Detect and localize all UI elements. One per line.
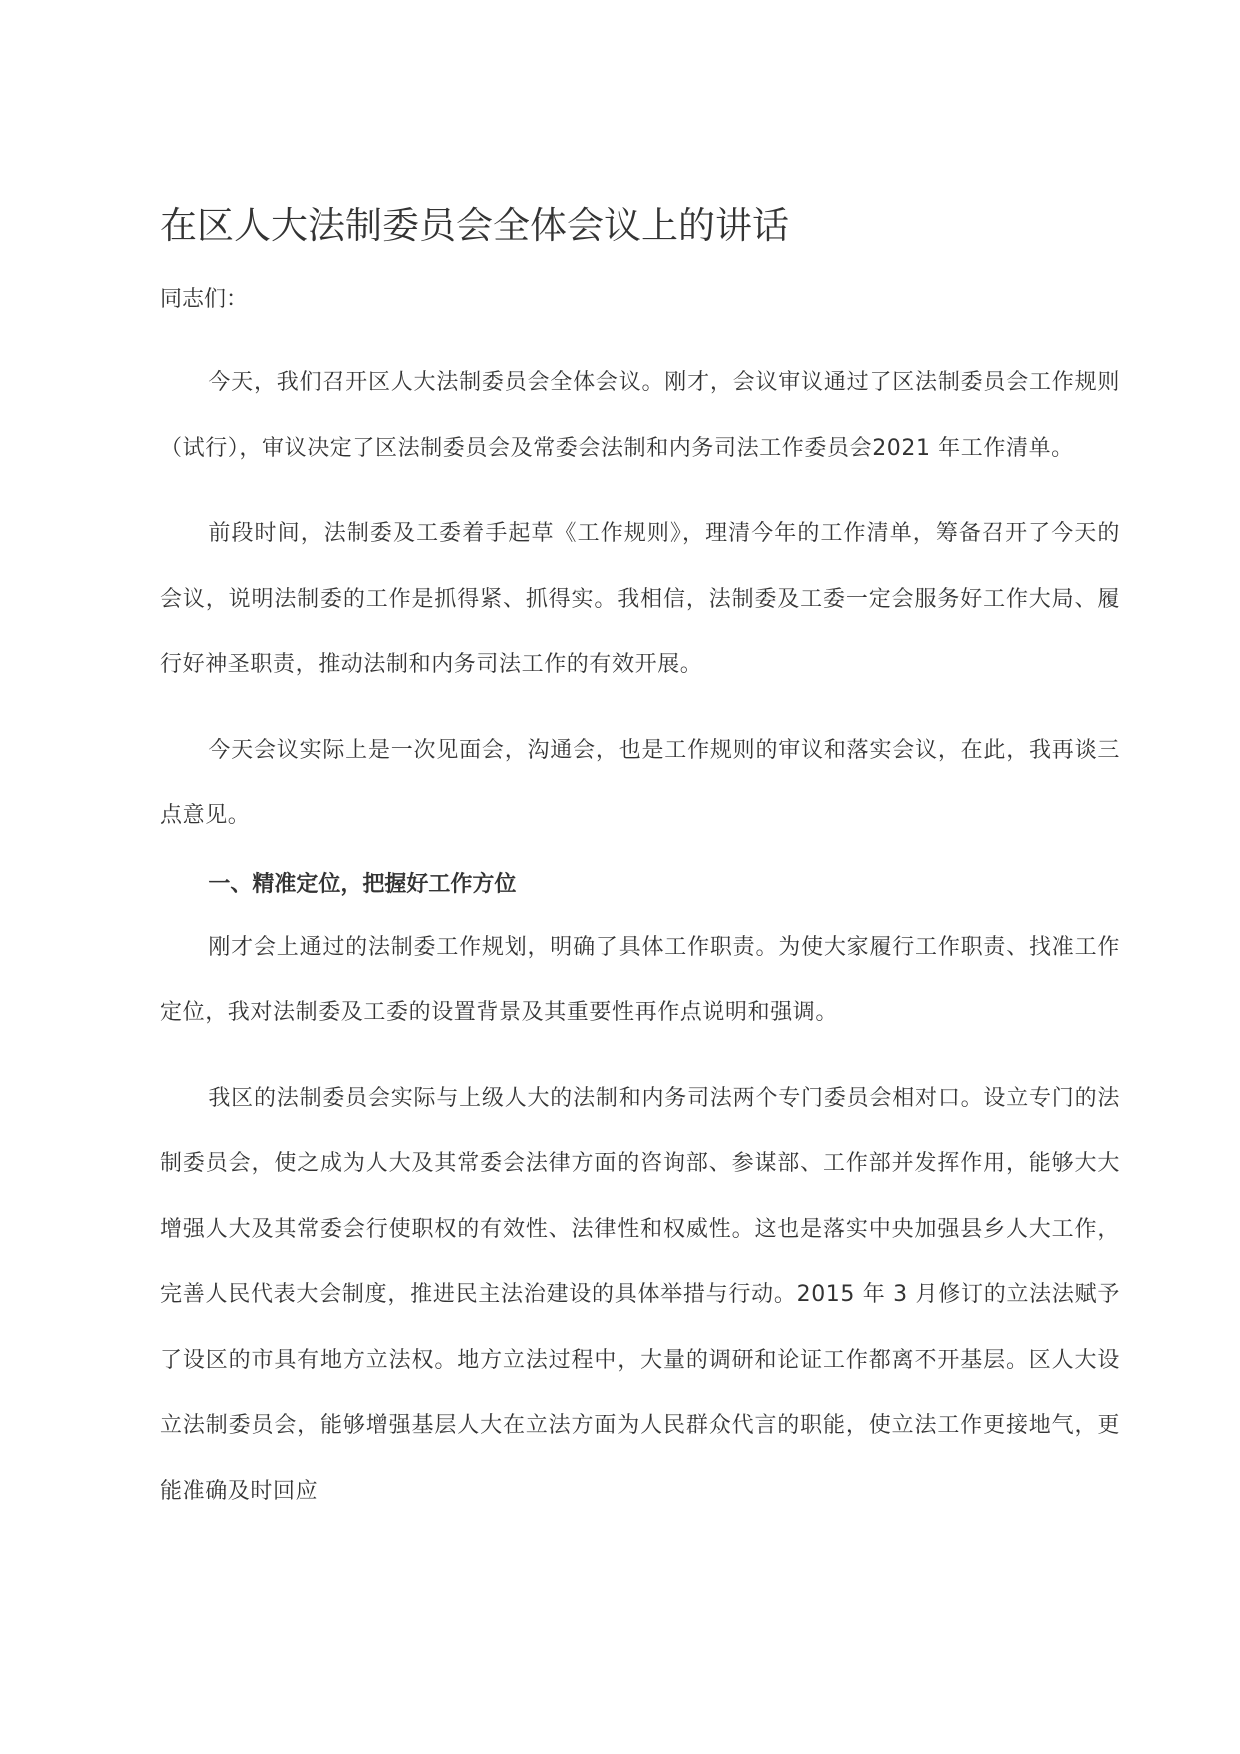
paragraph-2: 前段时间，法制委及工委着手起草《工作规则》，理清今年的工作清单，筹备召开了今天的会议，说明法制委的工作是抓得紧、抓得实。我相信，法制委及工委一定会服务好工作大局、履行好神圣职责，推动法制和内务司法工作的有效开展。 (160, 521, 1120, 677)
section-paragraph-2: 我区的法制委员会实际与上级人大的法制和内务司法两个专门委员会相对口。设立专门的法制委员会，使之成为人大及其常委会法律方面的咨询部、参谋部、工作部并发挥作用，能够大大增强人大及其常委会行使职权的有效性、法律性和权威性。这也是落实中央加强县乡人大工作，完善人民代表大会制度，推进民主法治建设的具体举措与行动。2015 年 3 月修订的立法法赋予了设区的市具有地方立法权。地方立法过程中，大量的调研和论证工作都离不开基层。区人大设立法制委员会，能够增强基层人大在立法方面为人民群众代言的职能，使立法工作更接地气，更能准确及时回应 (160, 1085, 1120, 1504)
paragraph-1: 今天，我们召开区人大法制委员会全体会议。刚才，会议审议通过了区法制委员会工作规则（试行），审议决定了区法制委员会及常委会法制和内务司法工作委员会2021 年工作清单。 (160, 370, 1120, 461)
section-paragraph-1: 刚才会上通过的法制委工作规划，明确了具体工作职责。为使大家履行工作职责、找准工作定位，我对法制委及工委的设置背景及其重要性再作点说明和强调。 (160, 934, 1120, 1025)
section-heading: 一、精准定位，把握好工作方位 (208, 871, 517, 897)
document-title: 在区人大法制委员会全体会议上的讲话 (160, 204, 789, 247)
salutation: 同志们： (160, 287, 249, 312)
paragraph-3: 今天会议实际上是一次见面会，沟通会，也是工作规则的审议和落实会议，在此，我再谈三点意见。 (160, 737, 1120, 828)
document-page (160, 200, 1120, 1524)
